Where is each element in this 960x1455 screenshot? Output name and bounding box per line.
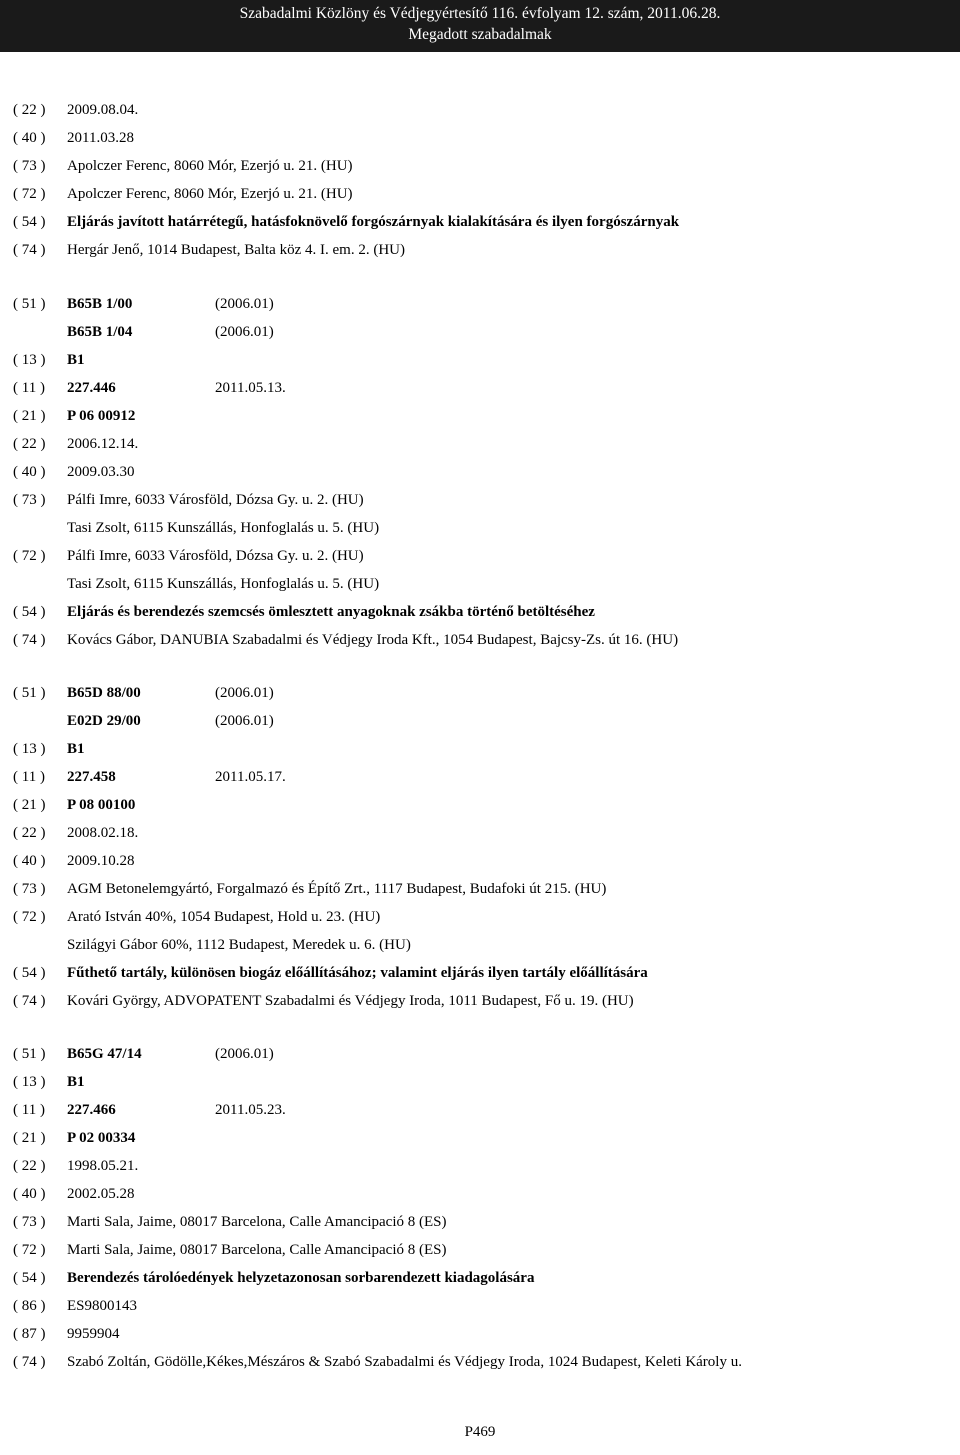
inid-code: ( 54 ) (13, 1270, 46, 1286)
field-value: ES9800143 (67, 1298, 138, 1314)
field-value: Apolczer Ferenc, 8060 Mór, Ezerjó u. 21. (HU) (67, 158, 353, 174)
field-value: Tasi Zsolt, 6115 Kunszállás, Honfoglalás u. 5. (HU) (67, 576, 380, 592)
section-title: Megadott szabadalmak (408, 26, 552, 43)
field-value: Apolczer Ferenc, 8060 Mór, Ezerjó u. 21. (HU) (67, 186, 353, 202)
field-value: 2008.02.18. (67, 825, 139, 841)
inid-code: ( 21 ) (13, 1130, 46, 1146)
inid-code: ( 22 ) (13, 436, 46, 452)
field-value: Kovári György, ADVOPATENT Szabadalmi és Védjegy Iroda, 1011 Budapest, Fő u. 19. (HU) (67, 993, 634, 1009)
page-header (0, 0, 960, 52)
field-value: 1998.05.21. (67, 1158, 139, 1174)
field-value: P 06 00912 (67, 408, 136, 424)
field-value: 2009.10.28 (67, 853, 135, 869)
page-number: P469 (464, 1424, 496, 1440)
field-value: 2009.03.30 (67, 464, 135, 480)
field-date: (2006.01) (215, 1046, 274, 1062)
field-value: Szilágyi Gábor 60%, 1112 Budapest, Meredek u. 6. (HU) (67, 937, 411, 953)
inid-code: ( 73 ) (13, 881, 46, 897)
field-value: B1 (67, 352, 85, 368)
inid-code: ( 72 ) (13, 548, 46, 564)
inid-code: ( 54 ) (13, 604, 46, 620)
field-date: (2006.01) (215, 685, 274, 701)
field-value: AGM Betonelemgyártó, Forgalmazó és Építő Zrt., 1117 Budapest, Budafoki út 215. (HU) (67, 881, 607, 897)
field-value: 2009.08.04. (67, 102, 139, 118)
field-value: Szabó Zoltán, Gödölle,Kékes,Mészáros & Szabó Szabadalmi és Védjegy Iroda, 1024 Budapest, Keleti Károly u. (67, 1354, 742, 1370)
inid-code: ( 13 ) (13, 741, 46, 757)
inid-code: ( 11 ) (13, 1102, 45, 1118)
inid-code: ( 22 ) (13, 102, 46, 118)
field-date: (2006.01) (215, 713, 274, 729)
field-value: 2006.12.14. (67, 436, 139, 452)
inid-code: ( 73 ) (13, 492, 46, 508)
field-value: Kovács Gábor, DANUBIA Szabadalmi és Védjegy Iroda Kft., 1054 Budapest, Bajcsy-Zs. út 16. (HU) (67, 632, 679, 648)
inid-code: ( 21 ) (13, 408, 46, 424)
field-value: Hergár Jenő, 1014 Budapest, Balta köz 4. I. em. 2. (HU) (67, 242, 405, 258)
field-value: Eljárás javított határrétegű, hatásfoknövelő forgószárnyak kialakítására és ilyen forgószárnyak (67, 214, 680, 230)
field-value: Arató István 40%, 1054 Budapest, Hold u. 23. (HU) (67, 909, 381, 925)
inid-code: ( 22 ) (13, 1158, 46, 1174)
inid-code: ( 74 ) (13, 993, 46, 1009)
inid-code: ( 40 ) (13, 853, 46, 869)
inid-code: ( 72 ) (13, 1242, 46, 1258)
inid-code: ( 74 ) (13, 1354, 46, 1370)
field-value: B1 (67, 741, 85, 757)
field-value: Berendezés tárolóedények helyzetazonosan sorbarendezett kiadagolására (67, 1270, 535, 1286)
field-value: B65G 47/14 (67, 1046, 142, 1062)
inid-code: ( 87 ) (13, 1326, 46, 1342)
inid-code: ( 54 ) (13, 214, 46, 230)
field-value: B65B 1/00 (67, 296, 133, 312)
field-value: Tasi Zsolt, 6115 Kunszállás, Honfoglalás u. 5. (HU) (67, 520, 380, 536)
inid-code: ( 74 ) (13, 242, 46, 258)
field-value: B65D 88/00 (67, 685, 141, 701)
field-date: (2006.01) (215, 324, 274, 340)
inid-code: ( 11 ) (13, 380, 45, 396)
inid-code: ( 73 ) (13, 1214, 46, 1230)
field-value: 227.458 (67, 769, 116, 785)
journal-title: Szabadalmi Közlöny és Védjegyértesítő 116. évfolyam 12. szám, 2011.06.28. (239, 5, 721, 22)
field-value: Pálfi Imre, 6033 Városföld, Dózsa Gy. u. 2. (HU) (67, 548, 364, 564)
inid-code: ( 72 ) (13, 909, 46, 925)
inid-code: ( 22 ) (13, 825, 46, 841)
inid-code: ( 11 ) (13, 769, 45, 785)
field-value: Fűthető tartály, különösen biogáz előállításához; valamint eljárás ilyen tartály előállítására (67, 965, 648, 981)
inid-code: ( 73 ) (13, 158, 46, 174)
field-value: 2011.03.28 (67, 130, 134, 146)
field-value: Pálfi Imre, 6033 Városföld, Dózsa Gy. u. 2. (HU) (67, 492, 364, 508)
inid-code: ( 40 ) (13, 464, 46, 480)
field-date: 2011.05.17. (215, 769, 286, 785)
inid-code: ( 54 ) (13, 965, 46, 981)
field-value: Marti Sala, Jaime, 08017 Barcelona, Calle Amancipació 8 (ES) (67, 1214, 447, 1230)
inid-code: ( 74 ) (13, 632, 46, 648)
field-value: Eljárás és berendezés szemcsés ömlesztett anyagoknak zsákba történő betöltéséhez (67, 604, 595, 620)
field-value: 227.466 (67, 1102, 116, 1118)
inid-code: ( 13 ) (13, 1074, 46, 1090)
inid-code: ( 51 ) (13, 685, 46, 701)
field-value: P 08 00100 (67, 797, 136, 813)
field-date: 2011.05.13. (215, 380, 286, 396)
inid-code: ( 40 ) (13, 1186, 46, 1202)
field-value: 2002.05.28 (67, 1186, 135, 1202)
field-value: E02D 29/00 (67, 713, 141, 729)
field-value: P 02 00334 (67, 1130, 136, 1146)
inid-code: ( 72 ) (13, 186, 46, 202)
field-value: 227.446 (67, 380, 116, 396)
field-value: Marti Sala, Jaime, 08017 Barcelona, Calle Amancipació 8 (ES) (67, 1242, 447, 1258)
inid-code: ( 51 ) (13, 1046, 46, 1062)
field-value: B1 (67, 1074, 85, 1090)
field-value: 9959904 (67, 1326, 120, 1342)
inid-code: ( 51 ) (13, 296, 46, 312)
field-date: 2011.05.23. (215, 1102, 286, 1118)
inid-code: ( 86 ) (13, 1298, 46, 1314)
field-value: B65B 1/04 (67, 324, 133, 340)
inid-code: ( 40 ) (13, 130, 46, 146)
field-date: (2006.01) (215, 296, 274, 312)
inid-code: ( 21 ) (13, 797, 46, 813)
inid-code: ( 13 ) (13, 352, 46, 368)
